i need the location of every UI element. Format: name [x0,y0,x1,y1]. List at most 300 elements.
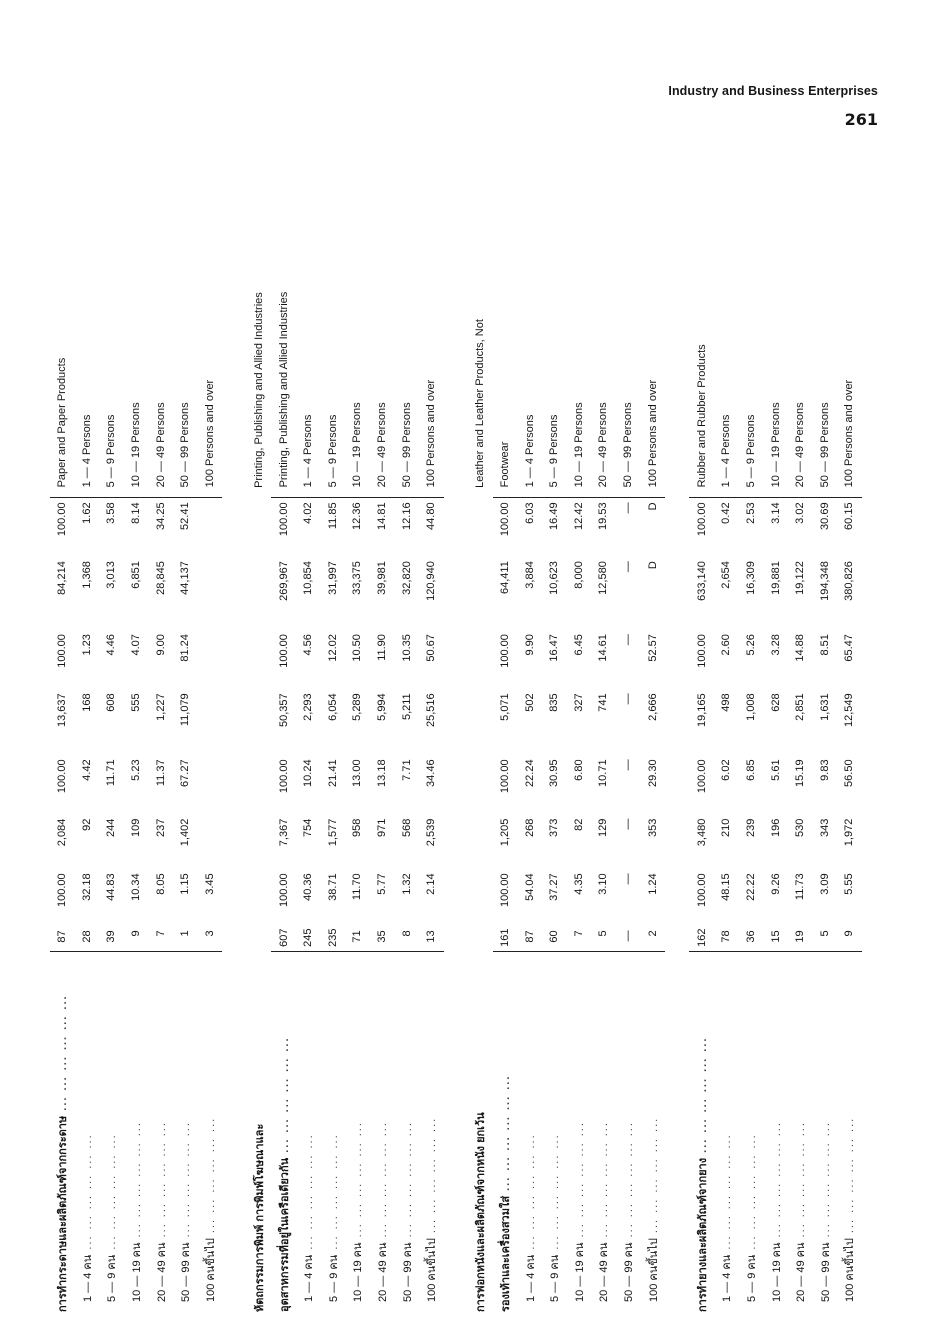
value-cell: 87 [50,926,75,951]
value-cell: — [616,926,641,951]
section-title: Industry and Business Enterprises [668,84,878,98]
size-class-eng: 10 — 19 Persons [345,156,370,498]
group-heading-eng: Leather and Leather Products, Not [474,319,487,488]
value-cell: 162 [689,926,714,951]
value-cell: 12.36 [351,502,364,530]
group-heading-row [468,156,493,1316]
value-cell: 129 [597,818,610,838]
table-row [394,156,419,1316]
leader-dots: ... ... ... ... ... ... [499,1074,512,1196]
size-class-thai: 10 — 19 คน ... ... ... ... ... ... [770,1121,783,1302]
group-heading-eng: Footwear [493,156,518,498]
size-class-thai: 1 — 4 คน ... ... ... ... ... ... [721,1133,734,1302]
value-cell: 3.09 [818,873,831,895]
value-cell: 210 [720,818,733,838]
value-cell: 11.73 [794,873,807,901]
size-class-eng: 20 — 49 Persons [148,156,173,498]
empty-cell [468,689,493,755]
value-cell: 109 [130,818,143,838]
value-cell: 21.41 [326,759,339,787]
size-class-thai: 10 — 19 คน ... ... ... ... ... ... [573,1121,586,1302]
value-cell: 100.00 [498,502,511,537]
value-cell: 6,054 [326,693,339,721]
group-heading-thai: การทำยางและผลิตภัณฑ์จากยาง ... ... ... ... ... ... [696,1036,709,1312]
leader-dots: ... ... ... ... ... ... [204,1116,217,1239]
value-cell: 100.00 [695,759,708,794]
value-cell: 54.04 [523,873,536,901]
group-heading-thai: ห้ตถกรรมการพิมพ์ การพิมพ์โฆษณาและ [254,1123,267,1312]
value-cell: 100.00 [498,759,511,794]
value-cell: 2,654 [720,561,733,589]
value-cell: 100.00 [498,873,511,907]
size-class-thai: 50 — 99 คน ... ... ... ... ... ... [819,1121,832,1302]
table-row [148,156,173,1316]
value-cell: 48.15 [720,873,733,901]
empty-cell [468,755,493,814]
size-class-thai: 1 — 4 คน ... ... ... ... ... ... [524,1133,537,1302]
value-cell: 8.51 [818,634,831,656]
value-cell: 30.95 [548,759,561,787]
value-cell: 196 [769,818,782,838]
value-cell [198,755,223,814]
leader-dots: ... ... ... ... ... ... [819,1121,832,1243]
table-row [173,156,198,1316]
value-cell: 5.23 [130,759,143,781]
value-cell: 92 [80,818,93,831]
value-cell: 3 [198,926,223,951]
value-cell: 39,981 [376,561,389,595]
value-cell: 50,357 [277,693,290,727]
value-cell: — [621,818,634,830]
table-row [616,156,641,1316]
value-cell: 239 [744,818,757,838]
value-cell: — [621,634,634,646]
table-row [75,156,100,1316]
size-class-thai: 20 — 49 คน ... ... ... ... ... ... [598,1121,611,1302]
group-heading-eng: Paper and Paper Products [50,156,75,498]
value-cell: 19,122 [794,561,807,595]
leader-dots: ... ... ... ... ... ... [57,994,70,1116]
value-cell: 15 [763,926,788,951]
value-cell: 608 [105,693,118,712]
value-cell: 268 [523,818,536,838]
value-cell: 11,079 [179,693,192,727]
value-cell: 2,084 [56,818,69,847]
value-cell: 1.24 [646,873,659,895]
value-cell: 44.83 [105,873,118,901]
value-cell: 380,826 [843,561,856,601]
value-cell: 100.00 [277,873,290,907]
value-cell: 530 [794,818,807,838]
empty-cell [247,557,272,630]
value-cell: — [621,873,634,885]
value-cell: 39 [99,926,124,951]
value-cell: 4.56 [302,634,315,656]
table-row [493,156,518,1316]
value-cell: 10.34 [130,873,143,901]
group-heading-eng: Printing, Publishing and Allied Industries [271,156,296,498]
value-cell: 2.53 [744,502,757,524]
table-row [542,156,567,1316]
value-cell: D [646,502,659,511]
value-cell: 12.16 [400,502,413,530]
table-row [517,156,542,1316]
value-cell: D [646,561,659,570]
value-cell: 14.61 [597,634,610,662]
empty-cell [247,689,272,755]
size-class-thai: 100 คนขึ้นไป ... ... ... ... ... ... [426,1116,439,1302]
value-cell: 10.71 [597,759,610,787]
spacer-row [444,156,469,1316]
leader-dots: ... ... ... ... ... ... [377,1121,390,1243]
value-cell: 10.35 [400,634,413,662]
value-cell: 28 [75,926,100,951]
size-class-thai: 10 — 19 คน ... ... ... ... ... ... [131,1121,144,1302]
size-class-thai: 5 — 9 คน ... ... ... ... ... ... [745,1133,758,1302]
size-class-thai: 1 — 4 คน ... ... ... ... ... ... [81,1133,94,1302]
value-cell: 100.00 [277,502,290,537]
empty-cell [247,498,272,557]
value-cell: 4.42 [80,759,93,781]
value-cell: 16.49 [548,502,561,530]
size-class-eng: 1 — 4 Persons [296,156,321,498]
value-cell: 36 [739,926,764,951]
value-cell: 1,008 [744,693,757,721]
spacer-row [222,156,247,1316]
size-class-thai: 5 — 9 คน ... ... ... ... ... ... [106,1133,119,1302]
size-class-eng: 50 — 99 Persons [394,156,419,498]
value-cell: 9.90 [523,634,536,656]
value-cell: 2,666 [646,693,659,721]
value-cell: 4.07 [130,634,143,656]
value-cell: 14.81 [376,502,389,530]
value-cell: 71 [345,926,370,951]
value-cell: 3,884 [523,561,536,589]
value-cell: 11.90 [376,634,389,661]
value-cell [198,557,223,630]
size-class-eng: 50 — 99 Persons [616,156,641,498]
value-cell: 269,967 [277,561,290,601]
size-class-eng: 20 — 49 Persons [788,156,813,498]
leader-dots: ... ... ... ... ... ... [696,1036,709,1158]
leader-dots: ... ... ... ... ... ... [745,1133,758,1255]
table-row [370,156,395,1316]
size-class-eng: 5 — 9 Persons [99,156,124,498]
value-cell: 13.00 [351,759,364,787]
table-row [763,156,788,1316]
value-cell: 11.37 [154,759,167,787]
value-cell: 32.18 [80,873,93,901]
value-cell: 100.00 [56,873,69,907]
group-heading-thai: การทำกระดาษและผลิตภัณฑ์จากกระดาษ ... ... ... ... ... ... [57,994,70,1312]
leader-dots: ... ... ... ... ... ... [180,1121,193,1243]
table-row [739,156,764,1316]
size-class-eng: 1 — 4 Persons [517,156,542,498]
empty-cell [468,869,493,926]
value-cell: 327 [572,693,585,712]
table-row [788,156,813,1316]
value-cell: 25,516 [425,693,438,727]
empty-cell [247,630,272,689]
value-cell: 19,165 [695,693,708,727]
value-cell: 82 [572,818,585,831]
leader-dots: ... ... ... ... ... ... [155,1121,168,1243]
value-cell [198,630,223,689]
leader-dots: ... ... ... ... ... ... [401,1121,414,1243]
value-cell: 22.24 [523,759,536,787]
value-cell: 607 [271,926,296,951]
statistics-table [50,156,862,1316]
value-cell: 60.15 [843,502,856,530]
value-cell: 3.58 [105,502,118,524]
value-cell: — [621,502,634,514]
group-heading-eng: Rubber and Rubber Products [689,156,714,498]
table-row [50,156,75,1316]
value-cell: 958 [351,818,364,838]
table-row [812,156,837,1316]
rotated-table-container [50,156,892,1316]
table-body [50,156,862,1316]
table-row [198,156,223,1316]
empty-cell [468,557,493,630]
table-row [321,156,346,1316]
value-cell: 8,000 [572,561,585,589]
value-cell: 60 [542,926,567,951]
value-cell: 5,211 [400,693,413,721]
value-cell: 0.42 [720,502,733,524]
size-class-thai: 5 — 9 คน ... ... ... ... ... ... [549,1133,562,1302]
empty-cell [468,926,493,951]
value-cell: 10,854 [302,561,315,595]
size-class-thai: 1 — 4 คน ... ... ... ... ... ... [303,1133,316,1302]
value-cell: 31,997 [326,561,339,595]
value-cell: 7.71 [400,759,413,781]
leader-dots: ... ... ... ... ... ... [106,1133,119,1255]
value-cell: 1,577 [326,818,339,847]
size-class-eng: 50 — 99 Persons [812,156,837,498]
leader-dots: ... ... ... ... ... ... [622,1121,635,1243]
value-cell: 81.24 [179,634,192,662]
value-cell: 1,205 [498,818,511,847]
value-cell: 1,227 [154,693,167,721]
value-cell: 9 [124,926,149,951]
value-cell: 7 [566,926,591,951]
value-cell: 5 [812,926,837,951]
group-heading-thai: รองเท้าและเครื่องสวมใส่ ... ... ... ... ... ... [499,1074,512,1312]
value-cell: 3.02 [794,502,807,524]
value-cell: 5.77 [376,873,389,895]
value-cell: 2.14 [425,873,438,895]
value-cell: 100.00 [56,502,69,537]
table-row [640,156,665,1316]
value-cell: 245 [296,926,321,951]
value-cell: 19 [788,926,813,951]
empty-cell [468,498,493,557]
value-cell: 6.02 [720,759,733,781]
table-row [345,156,370,1316]
leader-dots: ... ... ... ... ... ... [81,1133,94,1255]
table-row [689,156,714,1316]
value-cell: 498 [720,693,733,712]
value-cell: 5.26 [744,634,757,656]
value-cell: 7,367 [277,818,290,847]
leader-dots: ... ... ... ... ... ... [131,1121,144,1243]
value-cell: 1,972 [843,818,856,847]
value-cell: 16,309 [744,561,757,595]
empty-cell [247,815,272,870]
value-cell: 1,631 [818,693,831,721]
value-cell: 971 [376,818,389,838]
value-cell: 44,137 [179,561,192,595]
value-cell: 353 [646,818,659,838]
table-row [591,156,616,1316]
size-class-eng: 10 — 19 Persons [124,156,149,498]
value-cell: — [621,759,634,771]
value-cell: 6.85 [744,759,757,781]
empty-cell [468,815,493,870]
table-row [837,156,862,1316]
value-cell: 120,940 [425,561,438,601]
size-class-thai: 50 — 99 คน ... ... ... ... ... ... [180,1121,193,1302]
value-cell: 6.03 [523,502,536,524]
table-row [296,156,321,1316]
table-row [124,156,149,1316]
value-cell: 3,480 [695,818,708,847]
group-heading-thai: การฟอกหนังและผลิตภัณฑ์จากหนัง ยกเว้น [475,1112,488,1312]
value-cell: 52.41 [179,502,192,530]
size-class-thai: 100 คนขึ้นไป ... ... ... ... ... ... [844,1116,857,1302]
value-cell: 2.60 [720,634,733,656]
value-cell: 10.24 [302,759,315,787]
size-class-thai: 10 — 19 คน ... ... ... ... ... ... [352,1121,365,1302]
value-cell: 14.88 [794,634,807,662]
size-class-thai: 100 คนขึ้นไป ... ... ... ... ... ... [204,1116,217,1302]
value-cell: 22.22 [744,873,757,901]
value-cell: 13,637 [56,693,69,727]
value-cell: 38.71 [326,873,339,901]
value-cell: 1.23 [80,634,93,656]
size-class-thai: 100 คนขึ้นไป ... ... ... ... ... ... [647,1116,660,1302]
table-row [714,156,739,1316]
value-cell: 168 [80,693,93,712]
group-heading-thai: อุตสาหกรรมที่อยู่ในเครือเดียวกัน ... ... ... ... ... ... [278,1036,291,1312]
value-cell: 3.14 [769,502,782,524]
value-cell: 34.25 [154,502,167,530]
value-cell: 52.57 [646,634,659,662]
size-class-eng: 10 — 19 Persons [763,156,788,498]
value-cell: 568 [400,818,413,838]
size-class-eng: 5 — 9 Persons [739,156,764,498]
value-cell: 5,071 [498,693,511,721]
empty-cell [247,755,272,814]
value-cell: 100.00 [498,634,511,668]
size-class-eng: 1 — 4 Persons [75,156,100,498]
value-cell: 9 [837,926,862,951]
value-cell: 64,411 [498,561,511,594]
value-cell: 30.69 [818,502,831,530]
size-class-eng: 50 — 99 Persons [173,156,198,498]
table-row [566,156,591,1316]
value-cell: 6,851 [130,561,143,589]
value-cell: 28,845 [154,561,167,595]
value-cell [198,498,223,557]
value-cell: 237 [154,818,167,838]
value-cell: 2,293 [302,693,315,721]
value-cell: 7 [148,926,173,951]
value-cell: 100.00 [695,502,708,537]
value-cell [198,689,223,755]
group-heading-eng: Printing, Publishing and Allied Industries [253,292,266,488]
value-cell: 2 [640,926,665,951]
group-heading-row [247,156,272,1316]
leader-dots: ... ... ... ... ... ... [573,1121,586,1243]
value-cell: 50.67 [425,634,438,662]
value-cell: 37.27 [548,873,561,901]
value-cell: 32,820 [400,561,413,595]
value-cell: 13.18 [376,759,389,787]
value-cell: 5.61 [769,759,782,781]
value-cell: 6.45 [572,634,585,656]
value-cell: 1,402 [179,818,192,847]
value-cell: 34.46 [425,759,438,787]
size-class-eng: 100 Persons and over [198,156,223,498]
size-class-thai: 20 — 49 คน ... ... ... ... ... ... [155,1121,168,1302]
size-class-thai: 50 — 99 คน ... ... ... ... ... ... [401,1121,414,1302]
value-cell: 100.00 [695,634,708,668]
value-cell: 373 [548,818,561,838]
value-cell: 13 [419,926,444,951]
empty-cell [247,926,272,951]
value-cell: 194,348 [818,561,831,601]
leader-dots: ... ... ... ... ... ... [327,1133,340,1255]
value-cell: 12,549 [843,693,856,727]
table-row [419,156,444,1316]
value-cell: 8.14 [130,502,143,524]
value-cell: 100.00 [695,873,708,907]
size-class-thai: 50 — 99 คน ... ... ... ... ... ... [622,1121,635,1302]
size-class-eng: 100 Persons and over [419,156,444,498]
value-cell: 343 [818,818,831,838]
empty-cell [468,630,493,689]
leader-dots: ... ... ... ... ... ... [426,1116,439,1239]
size-class-thai: 20 — 49 คน ... ... ... ... ... ... [795,1121,808,1302]
table-row [271,156,296,1316]
value-cell: 12,580 [597,561,610,595]
value-cell: 10.50 [351,634,364,662]
value-cell: 84,214 [56,561,69,595]
value-cell: 100.00 [56,634,69,668]
value-cell: 4.35 [572,873,585,895]
value-cell: 1,368 [80,561,93,589]
value-cell: 67.27 [179,759,192,787]
value-cell: 555 [130,693,143,712]
table-row [99,156,124,1316]
value-cell: 1.62 [80,502,93,524]
leader-dots: ... ... ... ... ... ... [549,1133,562,1255]
value-cell: 1.32 [400,873,413,895]
value-cell: 2,539 [425,818,438,847]
value-cell: 65.47 [843,634,856,662]
page-number: 261 [844,110,878,129]
value-cell: 3.45 [203,873,216,895]
value-cell: 4.46 [105,634,118,656]
value-cell: 2,851 [794,693,807,721]
value-cell: 100.00 [56,759,69,794]
leader-dots: ... ... ... ... ... ... [844,1116,857,1239]
value-cell: 628 [769,693,782,712]
value-cell: 19,881 [769,561,782,595]
value-cell: 11.71 [105,759,118,787]
